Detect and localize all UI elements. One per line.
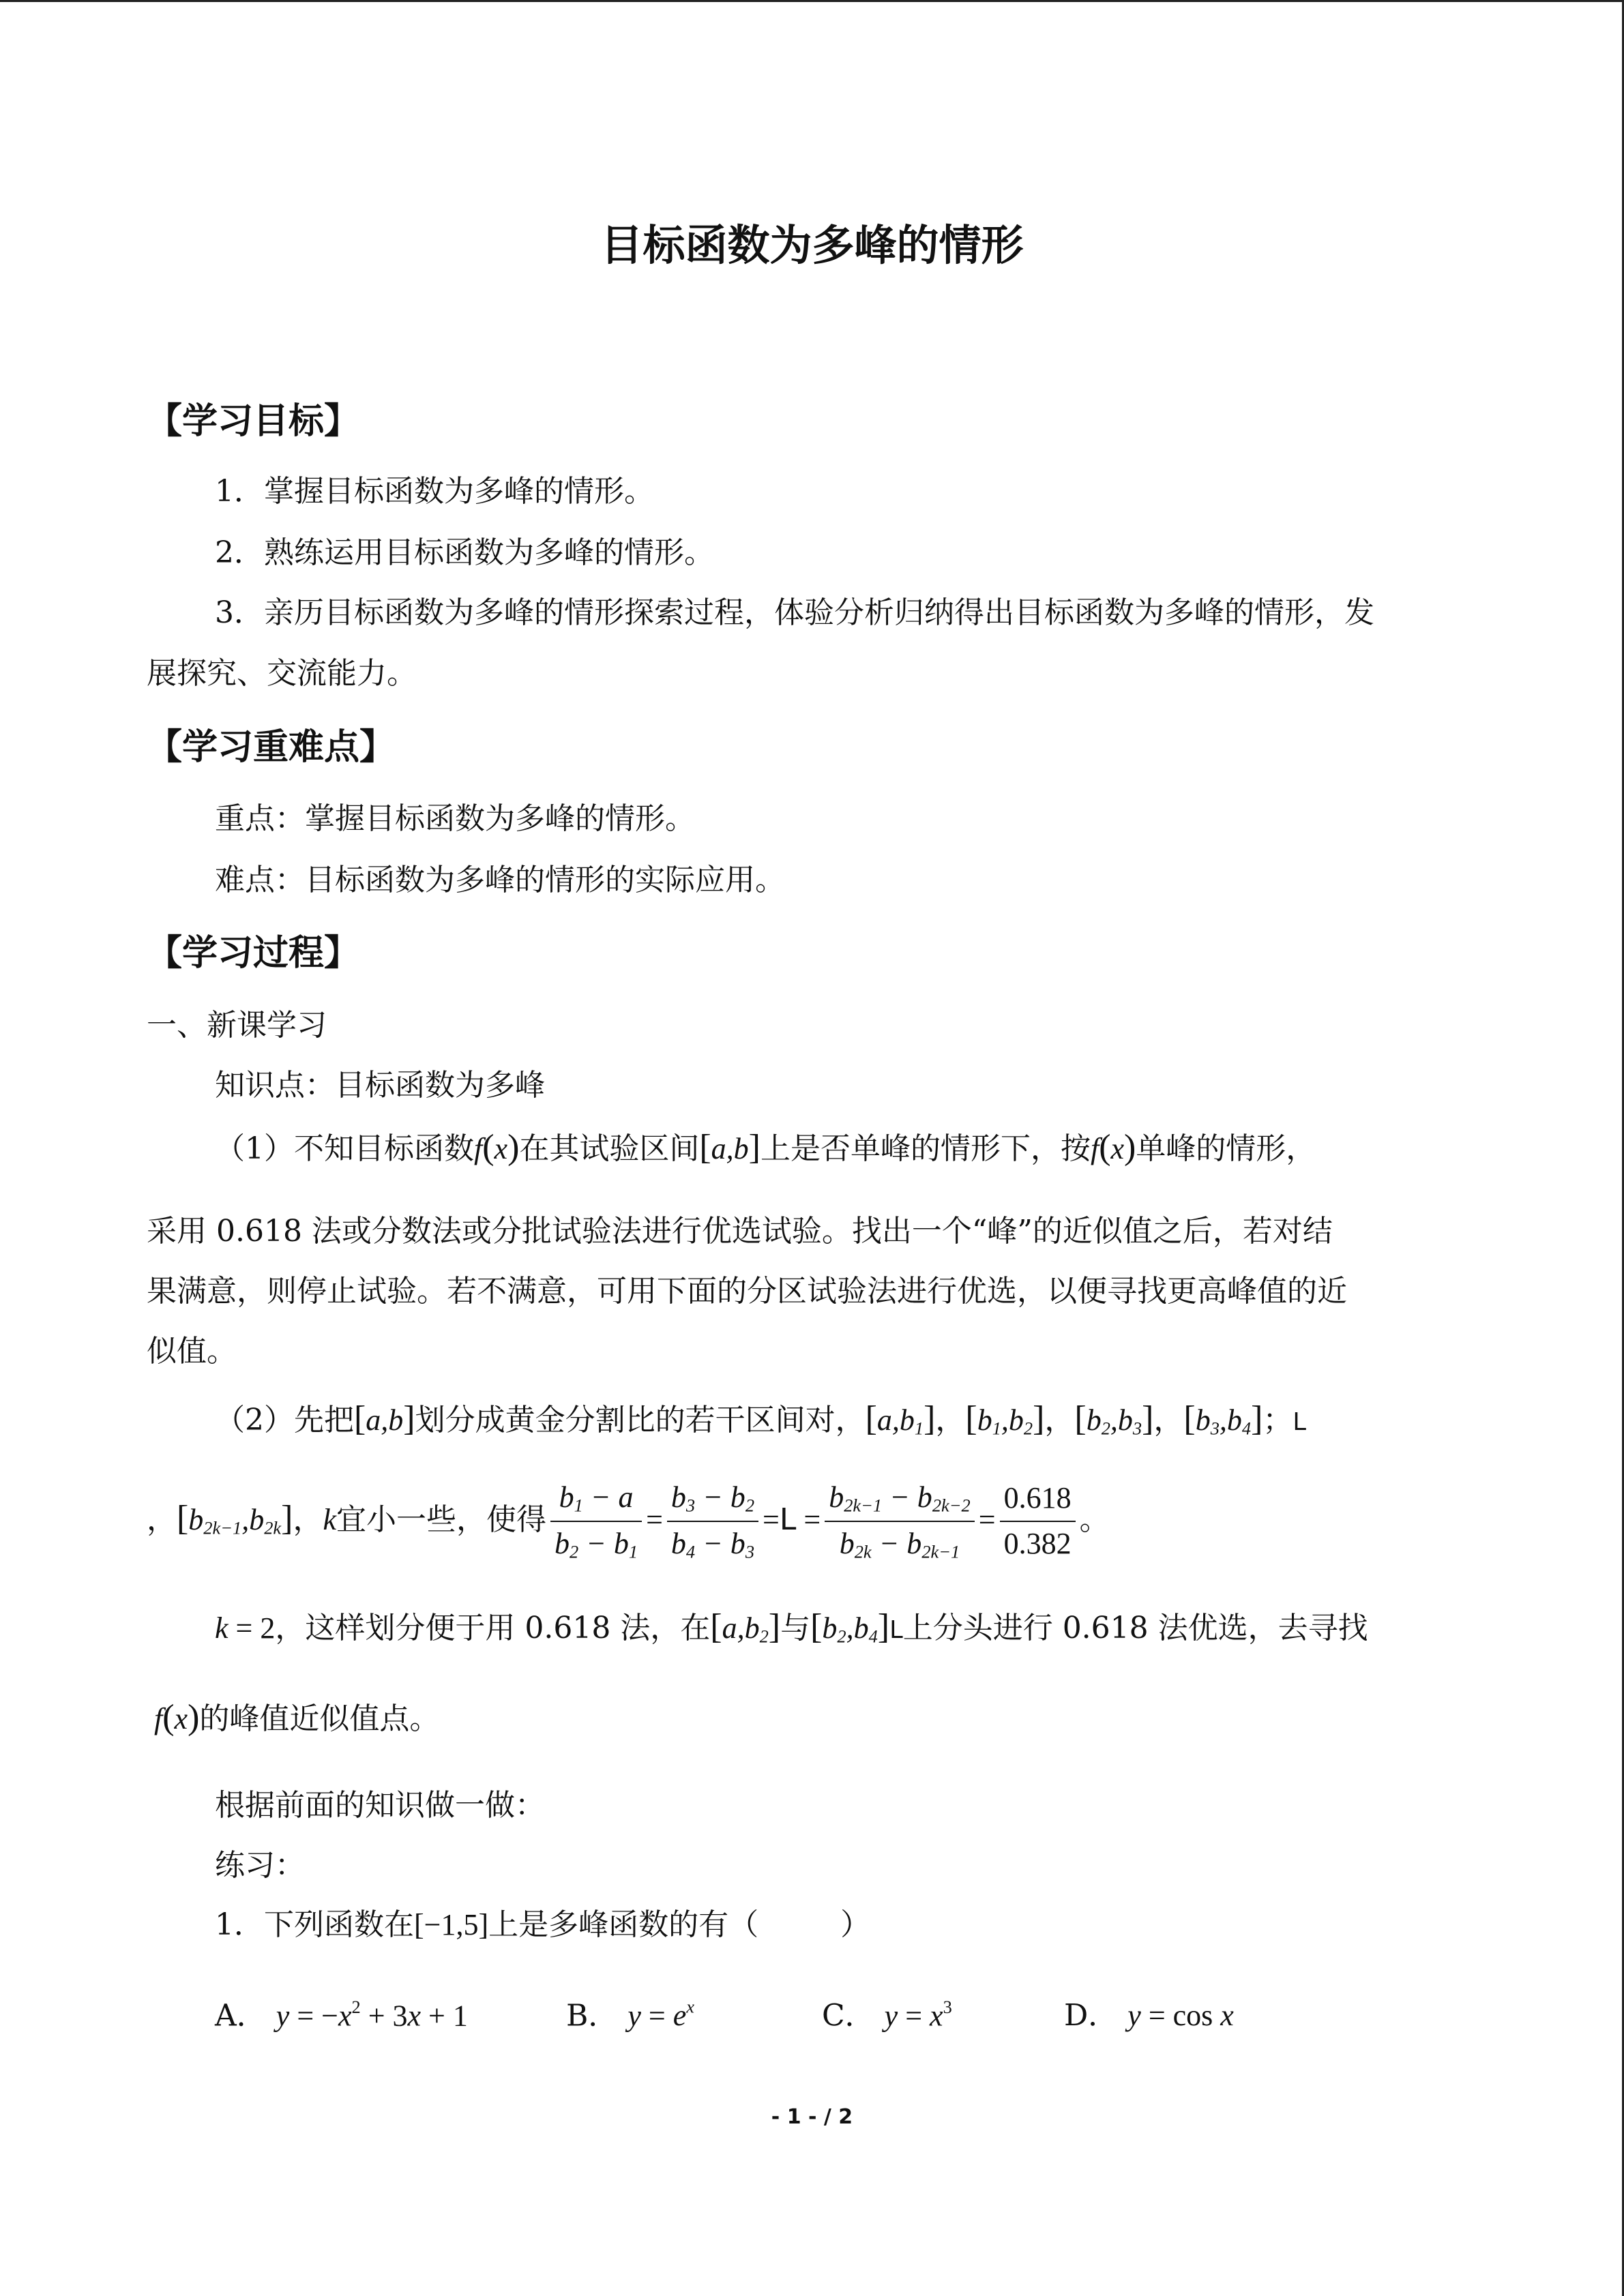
option-b: B． $y = e^x$ [566, 1997, 694, 2033]
practice-label: 练习： [215, 1848, 305, 1883]
knowledge-point: 知识点：目标函数为多峰 [215, 1068, 545, 1103]
formula: $[b_{2k-1},b_{2k}]$ [177, 1498, 293, 1538]
fraction: $\frac{b_3 - b_2}{b_4 - b_3}$ [667, 1480, 758, 1564]
section-heading-process: 【学习过程】 [147, 933, 360, 974]
formula: $[b_2,b_3]$ [1074, 1399, 1154, 1439]
goal-1: 1．掌握目标函数为多峰的情形。 [215, 474, 654, 509]
difficult-point: 难点：目标函数为多峰的情形的实际应用。 [215, 863, 785, 897]
formula: $[a,b_1]$ [865, 1399, 936, 1439]
formula: $[b_2,b_4]$ [810, 1607, 890, 1647]
paragraph-2-line-2: ，$[b_{2k-1},b_{2k}]$，k宜小一些，使得 $\frac{b_1 - a}{b_2 - b_1}$ = $\frac{b_3 - b_2}{b_4 - b_3}$ =L = $\frac{b_{2k-1} - b_{2k-2}}{b_{2k} - b_{2k-1}}$ = $\frac{0.618}{0.382}$ 。 [147, 1480, 1110, 1562]
formula: [a,b] [354, 1399, 415, 1438]
section-heading-key-points: 【学习重难点】 [147, 727, 396, 768]
formula: f(x) [1090, 1128, 1136, 1167]
formula: $[b_1,b_2]$ [965, 1399, 1045, 1439]
fraction: $\frac{b_{2k-1} - b_{2k-2}}{b_{2k} - b_{2k-1}}$ [825, 1480, 975, 1564]
do-it-prompt: 根据前面的知识做一做： [215, 1788, 545, 1823]
paragraph-1-line-1: （1）不知目标函数f(x)在其试验区间[a,b]上是否单峰的情形下，按f(x)单峰的情形， [215, 1128, 1316, 1167]
paragraph-3-line-1: k = 2，这样划分便于用 0.618 法，在$[a,b_2]$与$[b_2,b_4]L$上分头进行 0.618 法优选，去寻找 [215, 1607, 1368, 1647]
key-point: 重点：掌握目标函数为多峰的情形。 [215, 801, 695, 836]
formula: [a,b] [699, 1128, 761, 1167]
option-a: A． $y = -x^2 + 3x + 1$ [215, 1997, 468, 2033]
formula: f(x) [474, 1128, 520, 1167]
fraction: $\frac{b_1 - a}{b_2 - b_1}$ [550, 1480, 642, 1564]
paragraph-1-line-2: 采用 0.618 法或分数法或分批试验法进行优选试验。找出一个“峰”的近似值之后，若对结 [147, 1214, 1333, 1249]
formula: f(x) [147, 1698, 200, 1737]
paragraph-1-line-4: 似值。 [147, 1334, 237, 1369]
section-heading-goals: 【学习目标】 [147, 401, 360, 442]
page-title: 目标函数为多峰的情形 [600, 220, 1024, 270]
option-c: C． $y = x^3$ [822, 1997, 952, 2033]
formula: $[b_3,b_4]$ [1183, 1399, 1263, 1439]
goal-3-line-2: 展探究、交流能力。 [147, 656, 417, 691]
goal-2: 2．熟练运用目标函数为多峰的情形。 [215, 535, 714, 570]
goal-3-line-1: 3．亲历目标函数为多峰的情形探索过程，体验分析归纳得出目标函数为多峰的情形，发 [215, 595, 1374, 630]
question-1: 1．下列函数在[−1,5]上是多峰函数的有（ ） [215, 1907, 871, 1942]
paragraph-2-line-1: （2）先把[a,b]划分成黄金分割比的若干区间对，$[a,b_1]$，$[b_1,b_2]$，$[b_2,b_3]$，$[b_3,b_4]$；L [215, 1399, 1306, 1439]
page-border [0, 0, 1624, 2]
paragraph-1-line-3: 果满意，则停止试验。若不满意，可用下面的分区试验法进行优选，以便寻找更高峰值的近 [147, 1274, 1347, 1309]
paragraph-3-line-2: f(x)的峰值近似值点。 [147, 1698, 440, 1737]
page-number: - 1 - / 2 [771, 2105, 853, 2129]
fraction-golden-ratio: $\frac{0.618}{0.382}$ [1000, 1480, 1076, 1562]
question-1-options [215, 1997, 1374, 2034]
part-heading: 一、新课学习 [147, 1008, 327, 1043]
formula: $[a,b_2]$ [710, 1607, 781, 1647]
option-d: D． y = cos x [1064, 1998, 1234, 2033]
